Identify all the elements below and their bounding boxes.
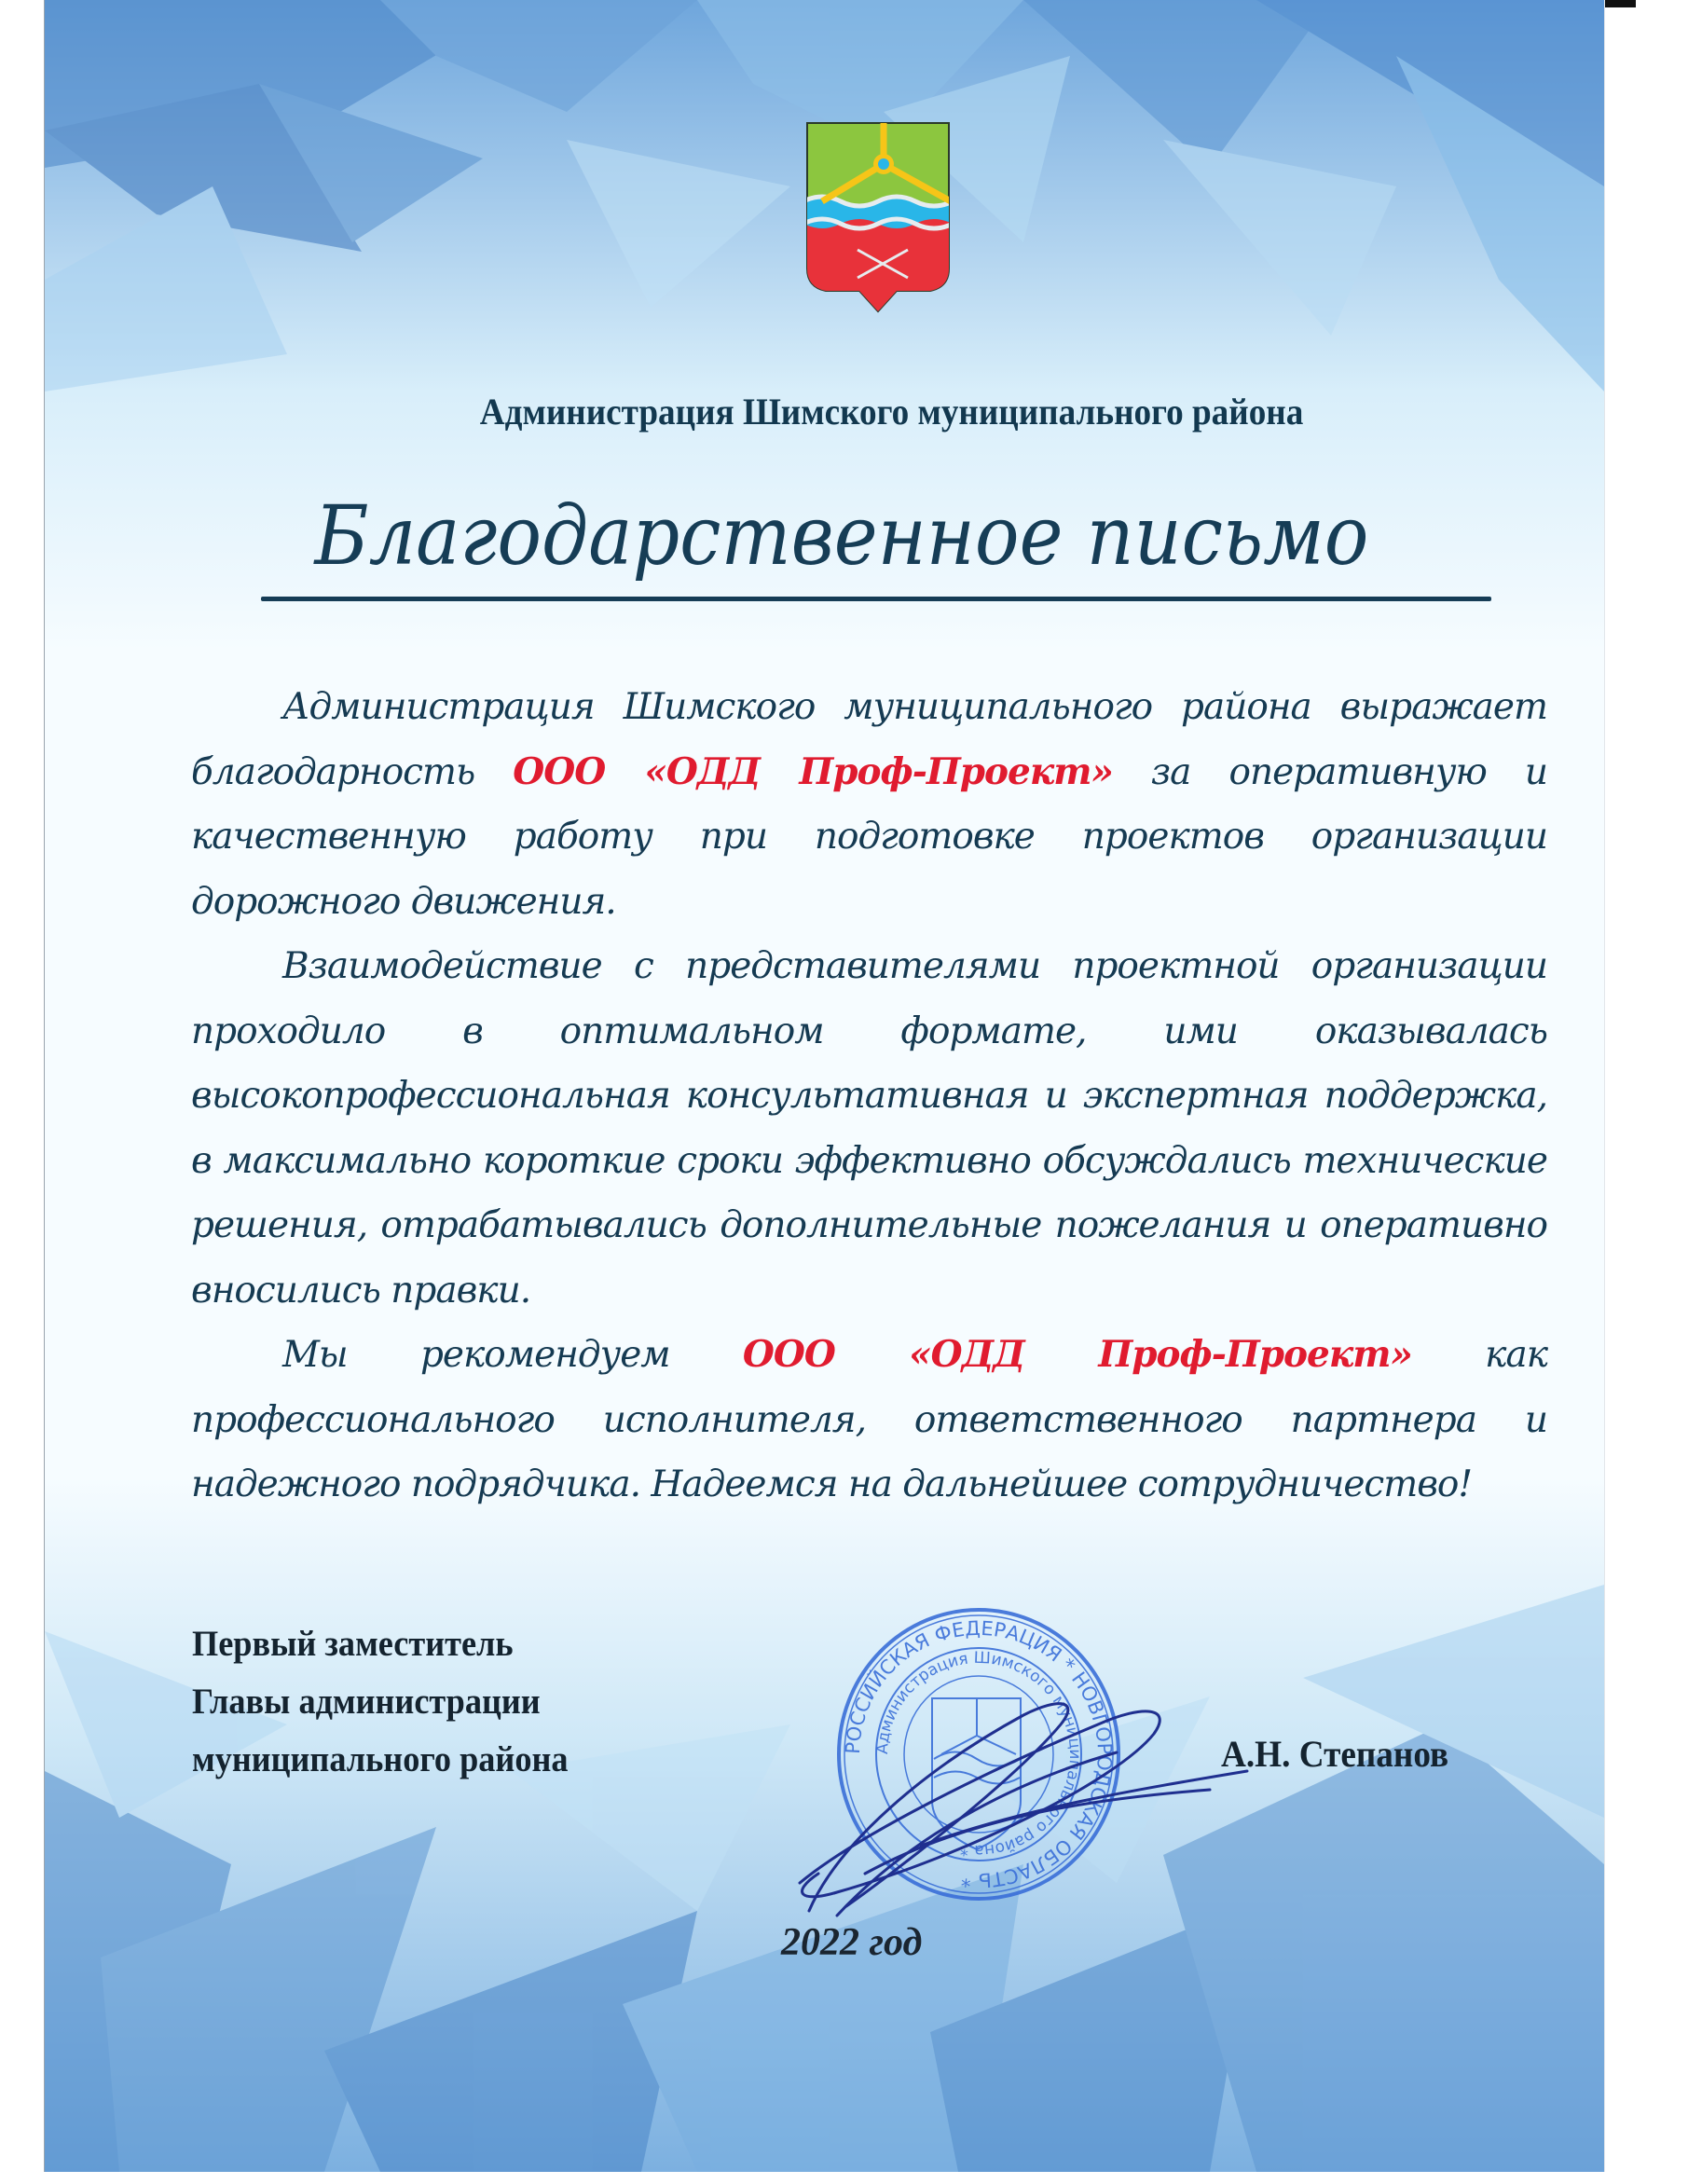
signer-name: А.Н. Степанов [1221, 1733, 1449, 1775]
paragraph-1 [191, 675, 1547, 934]
letter-title: Благодарственное письмо [314, 488, 1369, 584]
paragraph-1-text-start: Администрация Шимского муниципального района выражает благодарность [191, 686, 1547, 793]
scan-edge-mark [1603, 0, 1636, 7]
coat-of-arms-emblem [803, 119, 953, 317]
signer-position [192, 1615, 568, 1789]
letter-year: 2022 год [781, 1921, 923, 1964]
stamp-inner-text: Администрация Шимского муниципального района * [872, 1648, 1085, 1861]
signer-position-line: Первый заместитель [192, 1624, 514, 1664]
letter-page [44, 0, 1605, 2172]
paragraph-3-text-start: Мы рекомендуем [282, 1334, 743, 1376]
paragraph-1-text-end: за оперативную и качественную работу при подготовке проектов организации дорожного движения. [191, 750, 1547, 923]
handwritten-signature [781, 1659, 1284, 1920]
stamp-outer-text: РОССИЙСКАЯ ФЕДЕРАЦИЯ * НОВГОРОДСКАЯ ОБЛАСТЬ * [841, 1616, 1117, 1892]
company-name-highlight: ООО «ОДД Проф-Проект» [513, 749, 1113, 793]
organization-header: Администрация Шимского муниципального района [479, 391, 1304, 433]
paragraph-3-text-end: как профессионального исполнителя, ответственного партнера и надежного подрядчика. Надеемся на дальнейшее сотрудничество! [191, 1334, 1547, 1505]
signer-position-line: Главы администрации [192, 1682, 541, 1722]
company-name-highlight: ООО «ОДД Проф-Проект» [742, 1333, 1412, 1376]
paragraph-3 [191, 1323, 1547, 1518]
title-underline [261, 597, 1491, 601]
signer-position-line: муниципального района [192, 1739, 569, 1779]
letter-body [191, 675, 1547, 1518]
paragraph-2: Взаимодействие с представителями проектной организации проходило в оптимальном формате, ими оказывалась высокопрофессиональная консультативная и экспертная поддержка, в максимально короткие сроки эффективно обсуждались технические решения, отрабатывались дополнительные пожелания и оперативно вносились правки. [191, 945, 1547, 1312]
